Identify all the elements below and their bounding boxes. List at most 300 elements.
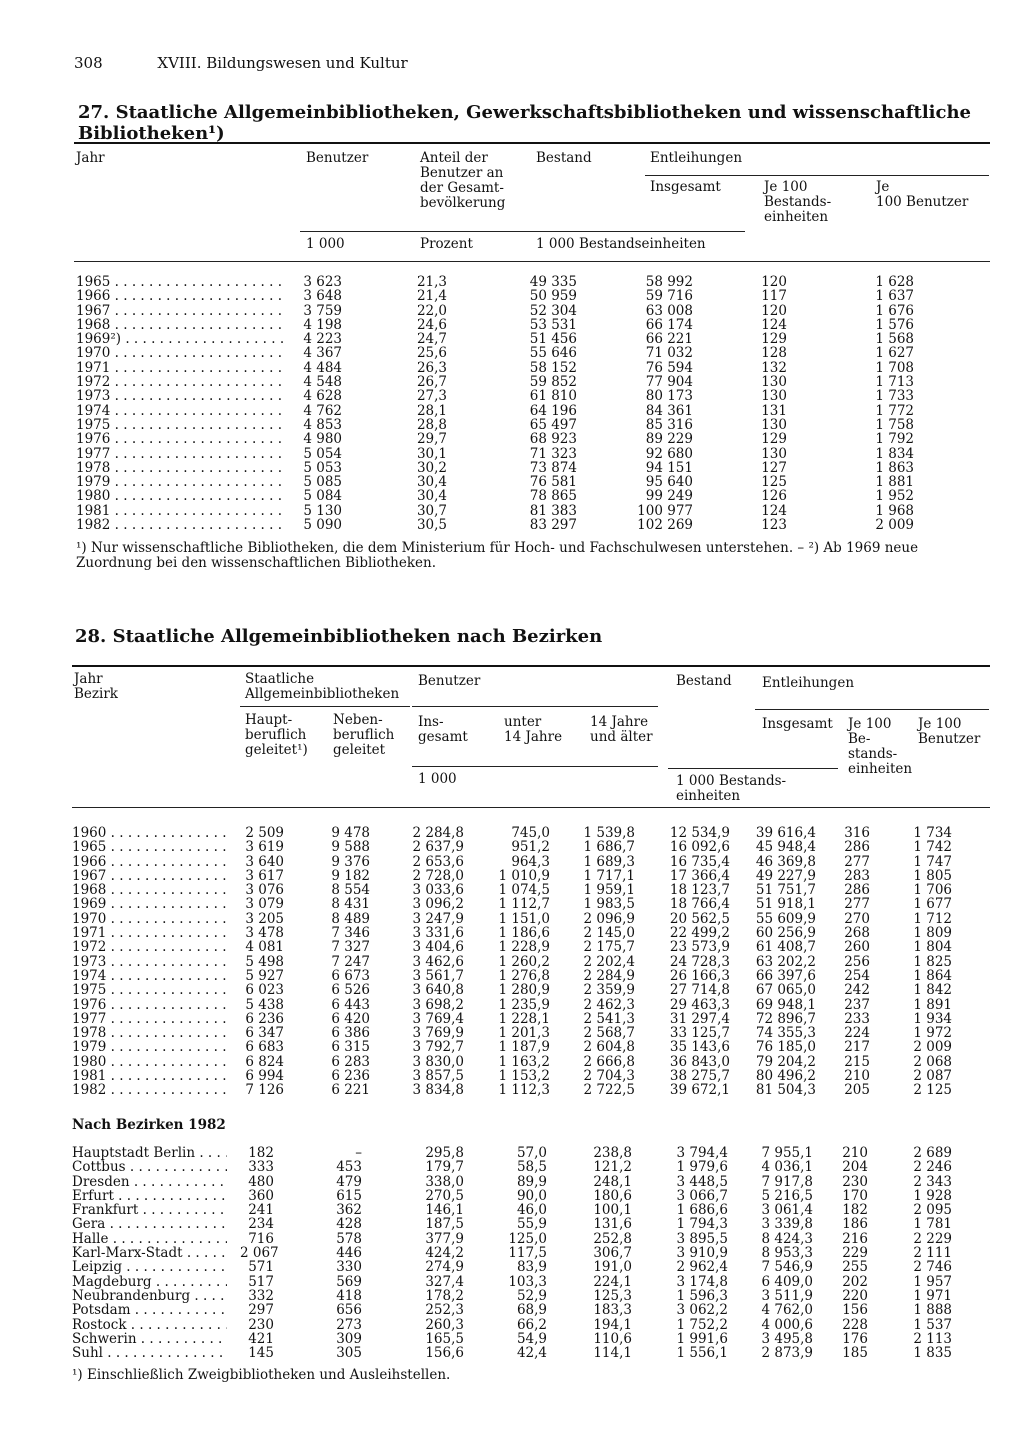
- table-cell: 2 637,9: [412, 839, 464, 856]
- table-cell: 1 556,1: [676, 1345, 728, 1362]
- table-cell: 305: [336, 1345, 362, 1362]
- table-cell: 5 927: [245, 967, 284, 984]
- table-cell: 29,7: [416, 431, 447, 448]
- page-number: 308: [74, 54, 103, 72]
- t28-stock-column: [660, 826, 730, 1098]
- table-cell: 1 979,6: [676, 1159, 728, 1176]
- table-cell: 2 873,9: [761, 1345, 813, 1362]
- table-cell: 94 151: [645, 459, 693, 476]
- table-cell: 517: [248, 1273, 274, 1290]
- table-cell: 21,4: [416, 288, 447, 305]
- table-cell: 124: [761, 316, 787, 333]
- table-cell: 1 972: [913, 1025, 952, 1042]
- t27-year-column: [76, 275, 286, 532]
- table-cell: 6 683: [245, 1039, 284, 1056]
- table-cell: 274,9: [425, 1259, 464, 1276]
- t27-per-stock-column: [745, 275, 787, 532]
- table-cell: 17 366,4: [669, 867, 730, 884]
- table-cell: 277: [844, 853, 870, 870]
- table-cell: 29 463,3: [669, 996, 730, 1013]
- table-cell: 1973 . . .: [76, 389, 286, 403]
- table-cell: 2 096,9: [583, 910, 635, 927]
- table-cell: 123: [761, 517, 787, 534]
- table-cell: 61 810: [529, 388, 577, 405]
- table-cell: 26,3: [416, 359, 447, 376]
- table-cell: 1982 . . .: [76, 518, 286, 532]
- t28-d-loans-column: [748, 1146, 813, 1360]
- table-27-footnote: ¹) Nur wissenschaftliche Bibliotheken, die dem Ministerium für Hoch- und Fachschulwesen unterstehen. – ²) Ab 1969 neue Zuordnung bei den wissenschaftlichen Bibliotheken.: [76, 540, 919, 571]
- table-cell: 58 992: [645, 274, 693, 290]
- table-cell: 1 153,2: [498, 1068, 550, 1085]
- table-cell: 964,3: [511, 853, 550, 870]
- table-cell: 1 733: [875, 388, 914, 405]
- t27-unit-stock: 1 000 Bestandseinheiten: [536, 236, 706, 252]
- table-cell: 7 247: [331, 953, 370, 970]
- table-cell: 5 054: [303, 445, 342, 462]
- table-cell: 1 163,2: [498, 1053, 550, 1070]
- t28-d-per-stock-column: [835, 1146, 868, 1360]
- table-cell: 132: [761, 359, 787, 376]
- table-cell: 453: [336, 1159, 362, 1176]
- t27-col-share: Anteil der Benutzer an der Gesamt- bevölkerung: [420, 150, 506, 211]
- table-cell: Magdeburg . . .: [72, 1275, 227, 1289]
- table-cell: 4 198: [303, 316, 342, 333]
- table-cell: 418: [336, 1287, 362, 1304]
- t28-col-stock: Bestand: [676, 673, 732, 689]
- t28-header-bottom-rule: [72, 807, 990, 808]
- table-cell: 6 526: [331, 982, 370, 999]
- table-cell: 42,4: [516, 1345, 547, 1362]
- table-cell: 30,4: [416, 474, 447, 491]
- table-cell: 130: [761, 445, 787, 462]
- table-cell: 33 125,7: [669, 1025, 730, 1042]
- table-cell: 95 640: [645, 474, 693, 491]
- t28-d-per-user-column: [900, 1146, 952, 1360]
- table-cell: 5 053: [303, 459, 342, 476]
- t28-loans-rule: [755, 709, 989, 710]
- table-cell: 260,3: [425, 1316, 464, 1333]
- table-cell: 114,1: [593, 1345, 632, 1362]
- t28-d-part-column: [326, 1146, 362, 1360]
- table-cell: 16 092,6: [669, 839, 730, 856]
- t28-col-lib-full: Haupt- beruflich geleitet¹): [245, 712, 308, 758]
- table-cell: 7 346: [331, 925, 370, 942]
- table-cell: 145: [248, 1345, 274, 1362]
- table-cell: 3 478: [245, 925, 284, 942]
- table-cell: 2 666,8: [583, 1053, 635, 1070]
- table-cell: 254: [844, 967, 870, 984]
- table-cell: 5 216,5: [761, 1187, 813, 1204]
- table-cell: 60 256,9: [755, 925, 816, 942]
- table-cell: Potsdam . . .: [72, 1303, 227, 1317]
- table-cell: 1974 . . .: [72, 969, 227, 983]
- table-cell: 424,2: [425, 1245, 464, 1262]
- table-cell: 327,4: [425, 1273, 464, 1290]
- table-cell: 6 443: [331, 996, 370, 1013]
- table-cell: 68,9: [516, 1302, 547, 1319]
- t28-full-column: [240, 826, 284, 1098]
- t27-col-stock: Bestand: [536, 150, 592, 166]
- t28-col-libraries: Staatliche Allgemeinbibliotheken: [245, 671, 400, 702]
- table-cell: 1 686,6: [676, 1202, 728, 1219]
- table-cell: 4 762: [303, 402, 342, 419]
- table-cell: 428: [336, 1216, 362, 1233]
- table-cell: 146,1: [425, 1202, 464, 1219]
- table-cell: 3 834,8: [412, 1082, 464, 1099]
- table-cell: 73 874: [529, 459, 577, 476]
- table-cell: Rostock . . .: [72, 1318, 227, 1332]
- table-cell: 2 175,7: [583, 939, 635, 956]
- table-cell: 6 315: [331, 1039, 370, 1056]
- table-cell: Frankfurt . . .: [72, 1203, 227, 1217]
- t28-o14-column: [570, 826, 635, 1098]
- table-cell: 228: [842, 1316, 868, 1333]
- table-cell: 1968 . . .: [76, 318, 286, 332]
- t28-d-o14-column: [570, 1146, 632, 1360]
- table-cell: 297: [248, 1302, 274, 1319]
- table-cell: 1 228,1: [498, 1010, 550, 1027]
- table-cell: 1971 . . .: [76, 361, 286, 375]
- table-cell: 2 509: [245, 825, 284, 841]
- table-cell: 1975 . . .: [72, 983, 227, 997]
- table-cell: 2 653,6: [412, 853, 464, 870]
- table-cell: 1 112,3: [498, 1082, 550, 1099]
- table-cell: 1 539,8: [583, 825, 635, 841]
- table-cell: 120: [761, 302, 787, 319]
- table-cell: 238,8: [593, 1145, 632, 1161]
- table-cell: 3 648: [303, 288, 342, 305]
- table-cell: 3 792,7: [412, 1039, 464, 1056]
- table-cell: 129: [761, 331, 787, 348]
- table-cell: 51 751,7: [755, 882, 816, 899]
- table-cell: 2 087: [913, 1068, 952, 1085]
- table-cell: 1974 . . .: [76, 404, 286, 418]
- table-cell: 6 347: [245, 1025, 284, 1042]
- table-cell: 273: [336, 1316, 362, 1333]
- table-cell: 117: [761, 288, 787, 305]
- table-cell: 6 236: [331, 1068, 370, 1085]
- table-cell: 30,7: [416, 502, 447, 519]
- table-cell: 59 716: [645, 288, 693, 305]
- table-cell: 28,8: [416, 416, 447, 433]
- table-cell: 130: [761, 388, 787, 405]
- table-cell: 1 637: [875, 288, 914, 305]
- t27-loans-rule: [645, 175, 989, 176]
- table-cell: 9 588: [331, 839, 370, 856]
- table-cell: 1980 . . .: [72, 1055, 227, 1069]
- table-cell: 7 955,1: [761, 1145, 813, 1161]
- t28-per-user-column: [900, 826, 952, 1098]
- table-cell: 1 928: [913, 1187, 952, 1204]
- table-27-top-rule: [74, 142, 990, 144]
- table-cell: 241: [248, 1202, 274, 1219]
- table-cell: 204: [842, 1159, 868, 1176]
- table-28-top-rule: [72, 665, 990, 667]
- table-cell: 1 772: [875, 402, 914, 419]
- table-cell: 1968 . . .: [72, 883, 227, 897]
- table-cell: 3 339,8: [761, 1216, 813, 1233]
- table-cell: 1 010,9: [498, 867, 550, 884]
- table-cell: 2 284,9: [583, 967, 635, 984]
- table-cell: 78 865: [529, 488, 577, 505]
- table-27-title: 27. Staatliche Allgemeinbibliotheken, Gewerkschaftsbibliotheken und wissenschaftliche Bibliotheken¹): [78, 102, 971, 144]
- t27-unit-share: Prozent: [420, 236, 473, 252]
- table-cell: 3 033,6: [412, 882, 464, 899]
- table-cell: 27 714,8: [669, 982, 730, 999]
- table-cell: 260: [844, 939, 870, 956]
- table-cell: 3 174,8: [676, 1273, 728, 1290]
- table-cell: 1 781: [913, 1216, 952, 1233]
- table-cell: 7 546,9: [761, 1259, 813, 1276]
- table-cell: 22 499,2: [669, 925, 730, 942]
- t27-stock-column: [500, 275, 577, 532]
- table-cell: 2 113: [913, 1330, 952, 1347]
- table-cell: 1 228,9: [498, 939, 550, 956]
- table-cell: 716: [248, 1230, 274, 1247]
- table-cell: 4 367: [303, 345, 342, 362]
- table-cell: 1 752,2: [676, 1316, 728, 1333]
- table-cell: 3 759: [303, 302, 342, 319]
- t28-col-per100-stock: Je 100 Be- stands- einheiten: [848, 716, 913, 777]
- table-cell: 103,3: [508, 1273, 547, 1290]
- table-cell: 1 676: [875, 302, 914, 319]
- t27-share-column: [400, 275, 447, 532]
- table-cell: 3 076: [245, 882, 284, 899]
- table-cell: 1 971: [913, 1287, 952, 1304]
- table-cell: 4 223: [303, 331, 342, 348]
- table-cell: 1 187,9: [498, 1039, 550, 1056]
- table-cell: 1979 . . .: [76, 475, 286, 489]
- table-cell: 1 825: [913, 953, 952, 970]
- table-cell: 1965 . . .: [76, 275, 286, 289]
- table-cell: 3 769,9: [412, 1025, 464, 1042]
- table-cell: 1 628: [875, 274, 914, 290]
- table-cell: 18 766,4: [669, 896, 730, 913]
- table-cell: 187,5: [425, 1216, 464, 1233]
- table-cell: Erfurt . . .: [72, 1189, 227, 1203]
- table-cell: 1978 . . .: [76, 461, 286, 475]
- table-cell: 6 409,0: [761, 1273, 813, 1290]
- table-cell: 66 174: [645, 316, 693, 333]
- table-cell: 2 145,0: [583, 925, 635, 942]
- table-cell: 1970 . . .: [76, 346, 286, 360]
- table-cell: 100,1: [593, 1202, 632, 1219]
- table-cell: 74 355,3: [755, 1025, 816, 1042]
- table-cell: 52,9: [516, 1287, 547, 1304]
- table-cell: 233: [844, 1010, 870, 1027]
- t27-header-bottom-rule: [74, 261, 990, 262]
- t27-col-per100-stock: Je 100 Bestands- einheiten: [764, 179, 832, 225]
- t27-unit-rule: [300, 231, 745, 232]
- table-cell: 85 316: [645, 416, 693, 433]
- table-cell: 1966 . . .: [76, 289, 286, 303]
- table-cell: 64 196: [529, 402, 577, 419]
- table-cell: 270,5: [425, 1187, 464, 1204]
- table-cell: 277: [844, 896, 870, 913]
- table-cell: 1 991,6: [676, 1330, 728, 1347]
- table-cell: 30,2: [416, 459, 447, 476]
- table-cell: 121,2: [593, 1159, 632, 1176]
- table-cell: 182: [248, 1145, 274, 1161]
- table-cell: 46 369,8: [755, 853, 816, 870]
- table-cell: 306,7: [593, 1245, 632, 1262]
- table-cell: 5 438: [245, 996, 284, 1013]
- table-cell: 3 096,2: [412, 896, 464, 913]
- table-cell: 92 680: [645, 445, 693, 462]
- table-cell: 252,3: [425, 1302, 464, 1319]
- table-cell: 2 009: [913, 1039, 952, 1056]
- table-cell: 30,5: [416, 517, 447, 534]
- table-cell: 66,2: [516, 1316, 547, 1333]
- t28-d-total-column: [400, 1146, 464, 1360]
- table-cell: 1 758: [875, 416, 914, 433]
- table-cell: 66 397,6: [755, 967, 816, 984]
- table-cell: 202: [842, 1273, 868, 1290]
- table-cell: 2 009: [875, 517, 914, 534]
- table-cell: 24,6: [416, 316, 447, 333]
- table-cell: 99 249: [645, 488, 693, 505]
- table-cell: 1967 . . .: [76, 304, 286, 318]
- table-cell: 30,1: [416, 445, 447, 462]
- table-cell: 156: [842, 1302, 868, 1319]
- table-cell: 1 596,3: [676, 1287, 728, 1304]
- table-cell: 2 246: [913, 1159, 952, 1176]
- table-cell: 1 280,9: [498, 982, 550, 999]
- t28-unit-users: 1 000: [418, 771, 457, 787]
- table-cell: 176: [842, 1330, 868, 1347]
- table-cell: 1 805: [913, 867, 952, 884]
- table-cell: 102 269: [637, 517, 693, 534]
- t28-col-lib-part: Neben- beruflich geleitet: [333, 712, 395, 758]
- table-cell: 6 673: [331, 967, 370, 984]
- table-cell: 3 640,8: [412, 982, 464, 999]
- table-cell: 1 713: [875, 374, 914, 391]
- table-cell: 1973 . . .: [72, 955, 227, 969]
- t28-col-users-u14: unter 14 Jahre: [504, 714, 563, 745]
- table-cell: 1 627: [875, 345, 914, 362]
- table-cell: 76 594: [645, 359, 693, 376]
- table-cell: 330: [336, 1259, 362, 1276]
- table-cell: 1967 . . .: [72, 869, 227, 883]
- t28-district-column: [72, 1146, 227, 1360]
- t28-users-unit-rule: [412, 766, 658, 767]
- table-cell: 3 623: [303, 274, 342, 290]
- table-cell: 1 881: [875, 474, 914, 491]
- table-cell: 3 495,8: [761, 1330, 813, 1347]
- table-cell: 1 792: [875, 431, 914, 448]
- table-cell: 480: [248, 1173, 274, 1190]
- table-cell: 1981 . . .: [76, 504, 286, 518]
- table-cell: 72 896,7: [755, 1010, 816, 1027]
- table-cell: 1 863: [875, 459, 914, 476]
- table-cell: 130: [761, 374, 787, 391]
- table-cell: 1969²) . . .: [76, 332, 286, 346]
- table-cell: 283: [844, 867, 870, 884]
- table-cell: 362: [336, 1202, 362, 1219]
- table-cell: 3 857,5: [412, 1068, 464, 1085]
- table-cell: 127: [761, 459, 787, 476]
- table-cell: 1 983,5: [583, 896, 635, 913]
- table-cell: 210: [844, 1068, 870, 1085]
- table-cell: 110,6: [593, 1330, 632, 1347]
- table-cell: 23 573,9: [669, 939, 730, 956]
- table-cell: 3 066,7: [676, 1187, 728, 1204]
- table-cell: 3 769,4: [412, 1010, 464, 1027]
- table-cell: 79 204,2: [755, 1053, 816, 1070]
- table-cell: 1 747: [913, 853, 952, 870]
- table-cell: Halle . . .: [72, 1232, 227, 1246]
- table-cell: 1 742: [913, 839, 952, 856]
- table-cell: 7 917,8: [761, 1173, 813, 1190]
- table-cell: 2 689: [913, 1145, 952, 1161]
- table-cell: 49 335: [529, 274, 577, 290]
- table-cell: 117,5: [508, 1245, 547, 1262]
- table-cell: 1976 . . .: [72, 998, 227, 1012]
- page-header: [74, 54, 408, 72]
- table-cell: Hauptstadt Berlin . . .: [72, 1146, 227, 1160]
- table-cell: 2 704,3: [583, 1068, 635, 1085]
- t28-part-column: [326, 826, 370, 1098]
- table-cell: 183,3: [593, 1302, 632, 1319]
- table-cell: 63 202,2: [755, 953, 816, 970]
- table-cell: 1 235,9: [498, 996, 550, 1013]
- table-cell: Suhl . . .: [72, 1346, 227, 1360]
- table-cell: 1 537: [913, 1316, 952, 1333]
- table-cell: 217: [844, 1039, 870, 1056]
- t28-col-users: Benutzer: [418, 673, 481, 689]
- table-cell: 5 085: [303, 474, 342, 491]
- table-cell: 71 323: [529, 445, 577, 462]
- table-cell: 63 008: [645, 302, 693, 319]
- table-cell: 6 221: [331, 1082, 370, 1099]
- table-cell: 1 734: [913, 825, 952, 841]
- t27-col-year: Jahr: [76, 150, 105, 166]
- table-cell: 255: [842, 1259, 868, 1276]
- t28-d-u14-column: [490, 1146, 547, 1360]
- table-cell: 210: [842, 1145, 868, 1161]
- table-cell: 26,7: [416, 374, 447, 391]
- table-cell: 216: [842, 1230, 868, 1247]
- table-cell: 3 448,5: [676, 1173, 728, 1190]
- table-cell: 360: [248, 1187, 274, 1204]
- table-cell: 4 762,0: [761, 1302, 813, 1319]
- table-cell: 5 090: [303, 517, 342, 534]
- table-cell: 3 561,7: [412, 967, 464, 984]
- table-cell: 55,9: [516, 1216, 547, 1233]
- table-cell: 333: [248, 1159, 274, 1176]
- table-cell: 53 531: [529, 316, 577, 333]
- table-cell: 220: [842, 1287, 868, 1304]
- table-cell: 1980 . . .: [76, 489, 286, 503]
- table-cell: 1 576: [875, 316, 914, 333]
- table-cell: 1 794,3: [676, 1216, 728, 1233]
- table-cell: 90,0: [516, 1187, 547, 1204]
- table-cell: 180,6: [593, 1187, 632, 1204]
- t28-unit-stock: 1 000 Bestands- einheiten: [676, 773, 787, 804]
- table-cell: 1976 . . .: [76, 432, 286, 446]
- table-cell: 3 511,9: [761, 1287, 813, 1304]
- table-cell: 1 959,1: [583, 882, 635, 899]
- t28-year-column: [72, 826, 227, 1098]
- table-cell: 21,3: [416, 274, 447, 290]
- table-cell: 46,0: [516, 1202, 547, 1219]
- table-cell: 178,2: [425, 1287, 464, 1304]
- table-cell: 58 152: [529, 359, 577, 376]
- table-cell: 1 835: [913, 1345, 952, 1362]
- table-cell: 27,3: [416, 388, 447, 405]
- t28-district-heading: Nach Bezirken 1982: [72, 1117, 226, 1133]
- table-cell: 51 918,1: [755, 896, 816, 913]
